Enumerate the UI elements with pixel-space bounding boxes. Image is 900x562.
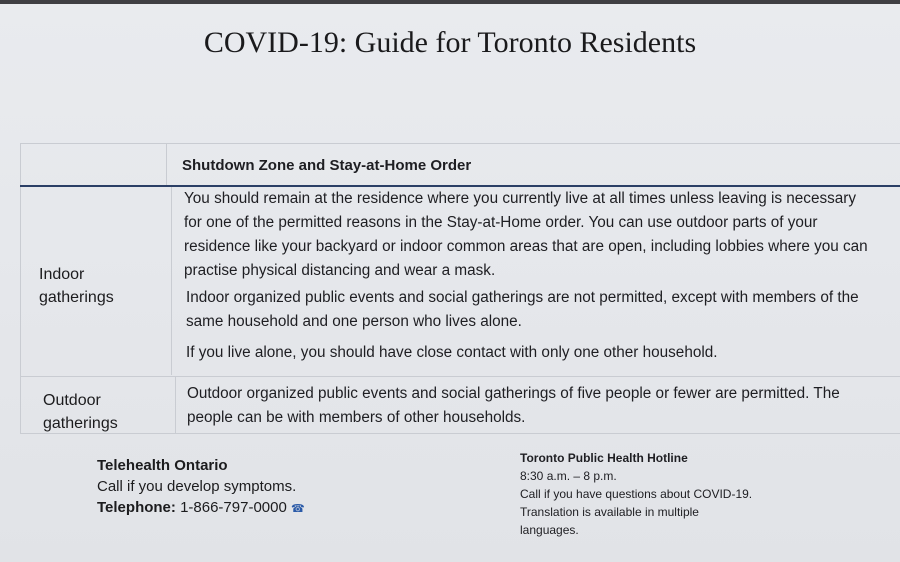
row-label-outdoor: [43, 389, 118, 435]
telephone-number: 1-866-797-0000: [180, 499, 287, 516]
hotline-block: [520, 449, 752, 539]
indoor-paragraph-1: [184, 187, 868, 283]
hotline-line: Call if you have questions about COVID-19.: [520, 487, 753, 501]
hotline-hours: 8:30 a.m. – 8 p.m.: [520, 469, 617, 483]
table-left-border: [20, 144, 21, 434]
guidance-table: [20, 143, 900, 434]
row-label-indoor: [39, 263, 114, 309]
page-title: COVID-19: Guide for Toronto Residents: [203, 26, 697, 59]
text-line: If you live alone, you should have close contact with only one other household.: [186, 344, 718, 361]
row-label-line: gatherings: [39, 289, 114, 306]
header-divider: [166, 144, 167, 185]
row-label-line: Outdoor: [43, 392, 101, 409]
indoor-paragraph-3: [186, 341, 718, 365]
row1-divider: [171, 187, 172, 375]
telehealth-block: [97, 455, 305, 520]
row2-divider: [175, 376, 176, 434]
phone-icon: ☎: [291, 503, 305, 515]
text-line: for one of the permitted reasons in the Stay-at-Home order. You can use outdoor parts of your: [184, 214, 818, 231]
hotline-line: languages.: [520, 523, 579, 537]
telehealth-name: Telehealth Ontario: [97, 457, 228, 474]
row-label-line: Indoor: [39, 266, 85, 283]
text-line: people can be with members of other households.: [187, 409, 526, 426]
hotline-name: Toronto Public Health Hotline: [520, 451, 688, 465]
indoor-paragraph-2: [186, 286, 859, 334]
text-line: Outdoor organized public events and social gatherings of five people or fewer are permitted. The: [187, 385, 840, 402]
outdoor-paragraph: [187, 382, 840, 430]
text-line: Indoor organized public events and social gatherings are not permitted, except with members of the: [186, 289, 859, 306]
row-label-line: gatherings: [43, 415, 118, 432]
table-bottom-border: [20, 433, 900, 434]
telephone-label: Telephone:: [97, 499, 176, 516]
table-header: Shutdown Zone and Stay-at-Home Order: [182, 157, 472, 174]
text-line: practise physical distancing and wear a mask.: [184, 262, 496, 279]
text-line: same household and one person who lives alone.: [186, 313, 522, 330]
hotline-line: Translation is available in multiple: [520, 505, 699, 519]
text-line: You should remain at the residence where you currently live at all times unless leaving is necessary: [184, 190, 856, 207]
telehealth-phone-row: [97, 497, 305, 520]
telehealth-line: Call if you develop symptoms.: [97, 478, 297, 495]
row-separator: [20, 376, 900, 377]
text-line: residence like your backyard or indoor common areas that are open, including lobbies where you can: [184, 238, 868, 255]
